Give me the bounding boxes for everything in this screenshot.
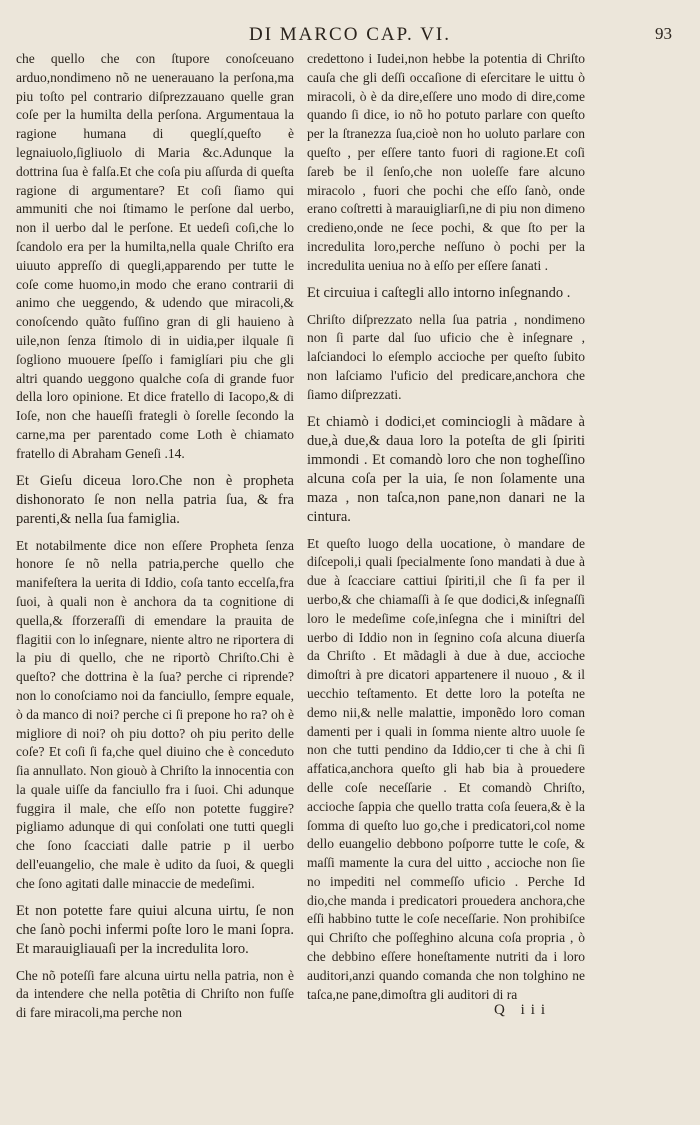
scripture-lemma: Et chiamò i dodici,et cominciogli à mãdare à due,à due,& daua loro la poteſta de gli ſpiriti immondi . Et comandò loro che non togheſſino alcuna coſa per la uia, ſe non ſolamente una maza , non taſca,non pane,non danari ne la cintura. bbox=[307, 413, 585, 525]
right-column bbox=[307, 50, 585, 1012]
paragraph: che quello che con ſtupore conoſceuano arduo,nondimeno nõ ne uenerauano la perſona,ma piu toſto pel contrario diſprezzauano quelle gran coſe per la humilta della perſona. Argumentaua la ragione humana di queglí,queſto è legnaiuolo,ſigliuolo di Maria &c.Adunque la dottrina ſua è falſa.Et che coſa piu aſſurda di queſta ragione di argumentare? Et coſi ſiamo qui ammuniti che noi ſtimamo le perſone dal uerbo, non il uerbo dal le perſone. Et uedeſi coſi,che lo ſcandolo era per la humilta,nella quale Chriſto era uiuuto appreſſo di quegli,apparendo per tutte le coſe come huomo,in modo che erano contrarii di animo che ueggendo, & udendo que miracoli,& conoſcendo quãto fuſſino gran di gli hauieno à uile,non ſenza ſtimolo di in uidia,per ilquale ſi ſogliono muouere ſpeſſo i famiglíari piu che gli altri quando ueggono qualche coſa di grande fuor della loro opinione. Et dice fratello di Iacopo,& di Ioſe, non che haueſſi frategli ò ſorelle ſecondo la carne,ma per parentado come Loth è chiamato fratello di Abraham Geneſi .14. bbox=[16, 51, 294, 461]
paragraph: Che nõ poteſſi fare alcuna uirtu nella patria, non è da intendere che nella potẽtia di Chriſto non fuſſe di fare miracoli,ma perche non bbox=[16, 967, 294, 1021]
scripture-lemma: Et non potette fare quiui alcuna uirtu, ſe non che ſanò pochi infermi poſte loro le mani ſopra. Et marauigliauaſi per la incredulita loro. bbox=[16, 902, 294, 957]
signature-mark: Q iii bbox=[494, 1002, 552, 1018]
left-column bbox=[16, 50, 294, 1031]
paragraph: Chriſto diſprezzato nella ſua patria , nondimeno non ſi parte dal ſuo uficio che è inſegnare , laſciandoci lo eſemplo accioche per queſto ſubito non laſciamo l'uficio del predicare,anchora che ſiamo diſprezzati. bbox=[307, 311, 585, 402]
scripture-lemma: Et Gieſu diceua loro.Che non è propheta dishonorato ſe non nella patria ſua, & fra parenti,& nella ſua famiglia. bbox=[16, 472, 294, 527]
running-head: DI MARCO CAP. VI. bbox=[248, 24, 452, 45]
paragraph: credettono i Iudei,non hebbe la potentia di Chriſto cauſa che gli deſſi occaſione di eſercitare le uittu ò miracoli, ò è da dire,eſſere uno modo di dire,come quando ſi dice, io nõ ho potuto parlare con queſto per la ſtranezza ſua,cioè non ho uoluto parlare con queſto , per eſſere tanto fuori di ragione.Et coſi ſareb be il ſenſo,che non uoleſſe fare alcuno miracolo , fuori che pochi che eſſo ſanò, onde erano coſtretti à marauigliarſi,ne di piu non dimeno credieno,onde ne ſece pochi, & que ſto per la incredulita loro,perche neſſuno ò pochi per la incredulita ueniua no à eſſo per eſſere ſanati . bbox=[307, 51, 585, 273]
scripture-lemma: Et circuiua i caſtegli allo intorno inſegnando . bbox=[307, 284, 571, 301]
paragraph: Et notabilmente dice non eſſere Propheta ſenza honore ſe nõ nella patria,perche quello che manifeſtera la uerita di Iddio, coſa tanto eccelſa,fra ſuoi, à quali non è anchora da ta cognitione di quella,& ſforzeraſſi di emendare la prauita de flagitii con lo inſegnare, niente altro ne riportera di la piu di quello, che ne riportò Chriſto.Chi è queſto? che dottrina è la ſua? perche ci riprende? non lo conoſciamo noi da fanciullo, ſempre equale, ò da manco di noi? perche ci ſi prepone ho ra? oh è migliore di noi? oh piu dotto? oh piu perito delle coſe? Et coſi ſi fa,che quel diuino che è conceduto ſia annullato. Non giouò à Chriſto la innocentia con la quale uiſſe da fanciullo fra i ſuoi. Chi adunque fuggira il male, che eſſo non potette fuggire? pigliamo adunque di qui conſolati one tutti quegli che ſono ſcacciati dalle patrie p il uerbo dell'euangelio, che male è udito da ſuoi, & quegli che ſono agitati dalle minaccie de medeſimi. bbox=[16, 537, 294, 891]
page-number: 93 bbox=[655, 24, 672, 43]
paragraph: Et queſto luogo della uocatione, ò mandare de diſcepoli,i quali ſpecialmente ſono mandati à due à due à ſcacciare cattiui ſpiriti,il che ſi fa per il uerbo,& che chiamaſſi à ſe que dodici,& inſegnaſſi loro le medeſime coſe,inſegna che i miniſtri del uerbo di Iddio non in ſegnino coſa alcuna diuerſa da Chriſto . Et mãdagli à due à due, accioche dimoſtri à pre dicatori appartenere il nuouo , & il uecchio teſtamento. Et dette loro la poteſta ne demo nii,& nelle malattie, imponẽdo loro coman damenti per i quali in ſomma niente altro uuole ſe non che tutti pendino da Iddio,cer ti che à chi ſi affatica,anchora queſto gli hab bia à prouedere delle coſe neceſſarie . Et comandò Chriſto, accioche ſappia che quello tratta coſa ſeuera,& è la ſomma di queſto luo go,che i predicatori,col nome dello euangelio debbono poſporre tutte le coſe, & maſſi mamente la cura del uitto , accioche non ſie no impediti nel commeſſo uficio . Perche Id dio,che manda i predicatori prouedera anchora,che eſſi habbino tutte le coſe neceſſarie. Non prohibiſce qui Chriſto che poſſeghino alcuna coſa propria , ò che debbino eſſere honeſtamente nutriti da i loro auditori,anzi quando comanda che non tolghino ne taſca,ne pane,dimoſtra gli auditori di ra bbox=[307, 535, 585, 1002]
